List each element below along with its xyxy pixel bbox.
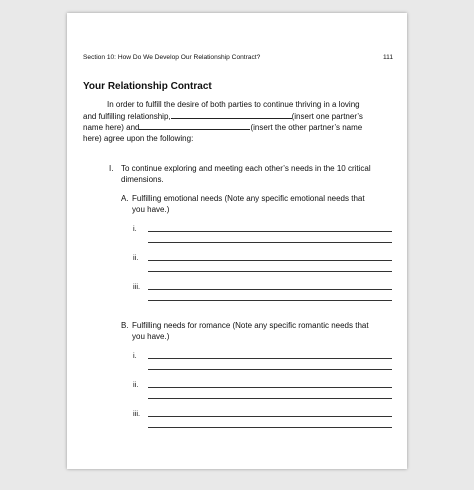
subsection-b-line-1: Fulfilling needs for romance (Note any specific romantic needs that: [132, 321, 369, 330]
answer-line[interactable]: [148, 289, 392, 290]
intro-line-4: here) agree upon the following:: [83, 133, 194, 143]
subsection-b-text: [132, 321, 397, 342]
item-b-i-label: i.: [133, 351, 137, 360]
subsection-b-letter: B.: [121, 321, 129, 330]
intro-line-2-start: and fulfilling relationship,: [83, 111, 171, 121]
answer-line[interactable]: [148, 358, 392, 359]
answer-line[interactable]: [148, 398, 392, 399]
section-i-numeral: I.: [109, 164, 114, 173]
item-a-ii-label: ii.: [133, 253, 139, 262]
intro-line-1: In order to fulfill the desire of both parties to continue thriving in a loving: [107, 100, 360, 109]
item-a-i-label: i.: [133, 224, 137, 233]
intro-line-2: [83, 111, 397, 123]
subsection-a-line-1: Fulfilling emotional needs (Note any specific emotional needs that: [132, 194, 365, 203]
item-b-ii-label: ii.: [133, 380, 139, 389]
answer-line[interactable]: [148, 260, 392, 261]
item-a-iii-label: iii.: [133, 282, 141, 291]
answer-line[interactable]: [148, 271, 392, 272]
answer-line[interactable]: [148, 387, 392, 388]
section-i-text: [121, 164, 397, 185]
subsection-b-line-2: you have.): [132, 331, 170, 341]
document-page: [67, 13, 407, 469]
partner-two-blank[interactable]: [139, 122, 250, 130]
page-number: 111: [382, 54, 393, 61]
subsection-a-letter: A.: [121, 194, 129, 203]
intro-line-3-end: (insert the other partner’s name: [250, 123, 363, 132]
intro-line-3: [83, 122, 397, 134]
subsection-a-text: [132, 194, 397, 215]
section-i-line-2: dimensions.: [121, 174, 164, 184]
intro-line-3-start: name here) and: [83, 123, 140, 132]
answer-line[interactable]: [148, 416, 392, 417]
answer-line[interactable]: [148, 369, 392, 370]
page-header: [83, 54, 393, 61]
partner-one-blank[interactable]: [171, 111, 292, 119]
intro-paragraph: [83, 100, 397, 144]
answer-line[interactable]: [148, 300, 392, 301]
answer-line[interactable]: [148, 427, 392, 428]
item-b-iii-label: iii.: [133, 409, 141, 418]
page-title: Your Relationship Contract: [83, 81, 212, 92]
answer-line[interactable]: [148, 242, 392, 243]
intro-line-2-end: (insert one partner’s: [291, 111, 363, 121]
section-i-line-1: To continue exploring and meeting each other’s needs in the 10 critical: [121, 164, 371, 173]
answer-line[interactable]: [148, 231, 392, 232]
subsection-a-line-2: you have.): [132, 204, 170, 214]
section-heading: Section 10: How Do We Develop Our Relationship Contract?: [83, 54, 261, 61]
